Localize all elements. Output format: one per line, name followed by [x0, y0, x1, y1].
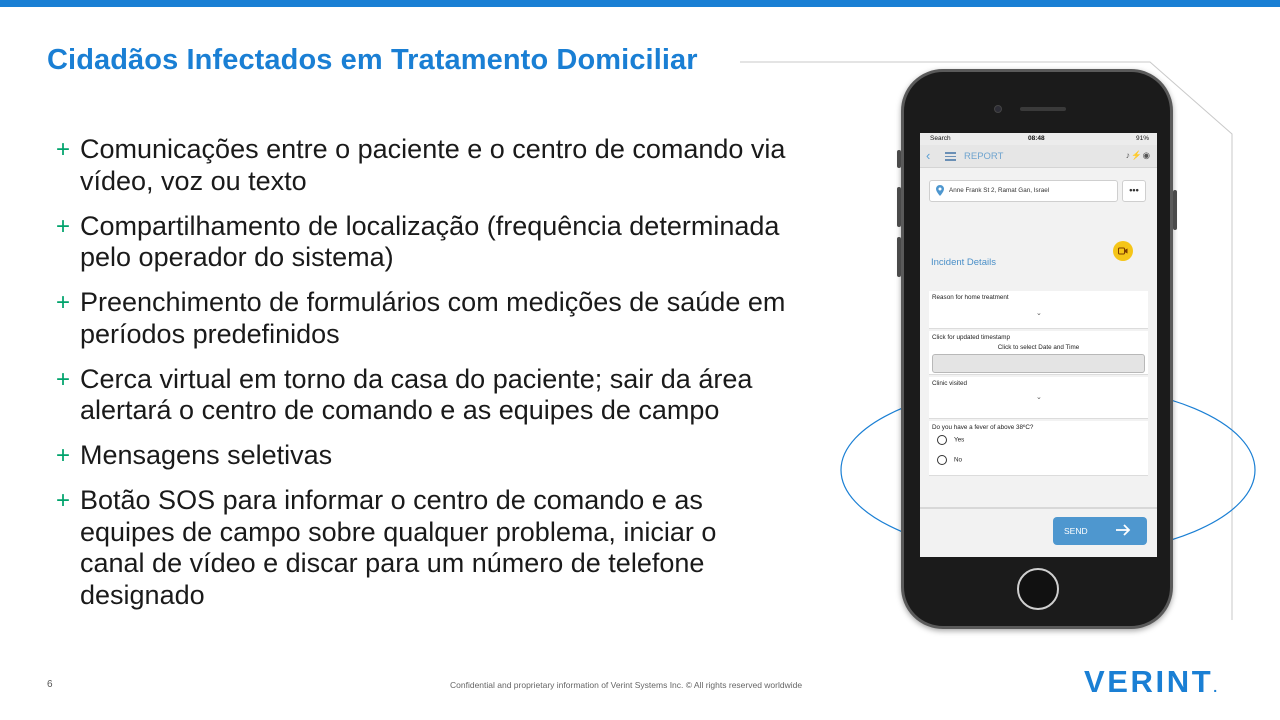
send-button[interactable]	[1053, 517, 1147, 545]
bullet-text: Preenchimento de formulários com medições de saúde em períodos predefinidos	[80, 287, 786, 349]
plus-icon: +	[56, 289, 71, 316]
slide-title: Cidadãos Infectados em Tratamento Domiciliar	[47, 44, 698, 76]
bullet-item	[56, 287, 786, 350]
timestamp-hint: Click to select Date and Time	[997, 344, 1080, 351]
radio-yes[interactable]	[937, 435, 964, 445]
arrow-right-icon	[1115, 524, 1131, 536]
radio-button[interactable]	[937, 435, 947, 445]
header-status-icons	[1126, 150, 1151, 161]
clinic-dropdown[interactable]	[929, 377, 1148, 419]
phone-screen	[920, 133, 1157, 557]
radio-no[interactable]	[937, 455, 962, 465]
clinic-label: Clinic visited	[932, 380, 967, 387]
bullet-item	[56, 134, 786, 197]
more-options-button[interactable]: •••	[1122, 180, 1146, 202]
activity-icon[interactable]: ⚡	[1130, 150, 1143, 160]
status-battery: 91%	[1135, 135, 1149, 142]
reason-dropdown[interactable]	[929, 291, 1148, 329]
bullet-item	[56, 485, 786, 611]
timestamp-field[interactable]	[929, 331, 1148, 375]
status-bar	[920, 133, 1157, 145]
logo-dot: .	[1213, 679, 1218, 695]
plus-icon: +	[56, 487, 71, 514]
power-button	[1173, 190, 1177, 230]
bullet-text: Mensagens seletivas	[80, 440, 333, 470]
hamburger-icon[interactable]	[945, 152, 956, 161]
speaker-grille	[1020, 107, 1066, 111]
globe-icon[interactable]: ◉	[1142, 150, 1151, 160]
video-call-icon[interactable]	[1113, 241, 1133, 261]
radio-button[interactable]	[937, 455, 947, 465]
header-title: REPORT	[964, 151, 1004, 162]
camera-icon	[994, 105, 1002, 113]
chevron-down-icon: ⌄	[1036, 394, 1042, 401]
status-carrier: Search	[930, 135, 951, 142]
timestamp-label: Click for updated timestamp	[932, 334, 1011, 341]
top-accent-bar	[0, 0, 1280, 7]
home-button[interactable]	[1017, 568, 1059, 610]
status-time: 08:48	[1028, 135, 1045, 142]
plus-icon: +	[56, 212, 71, 240]
bullet-item	[56, 211, 786, 274]
bullet-list	[56, 134, 786, 625]
divider	[920, 507, 1157, 509]
bullet-text: Cerca virtual em torno da casa do paciente; sair da área alertará o centro de comando e as equipes de campo	[80, 363, 753, 425]
bullet-text: Compartilhamento de localização (frequência determinada pelo operador do sistema)	[80, 210, 780, 272]
location-pin-icon	[936, 185, 944, 196]
page-number: 6	[47, 679, 53, 690]
bell-icon[interactable]: ♪	[1125, 150, 1131, 160]
fever-question-card	[929, 421, 1148, 476]
mute-switch	[897, 150, 901, 168]
reason-label: Reason for home treatment	[932, 294, 1009, 301]
app-header	[920, 145, 1157, 168]
chevron-down-icon: ⌄	[1036, 310, 1042, 317]
plus-icon: +	[56, 136, 71, 163]
section-title: Incident Details	[931, 257, 996, 268]
bullet-text: Comunicações entre o paciente e o centro de comando via vídeo, voz ou texto	[80, 134, 786, 196]
plus-icon: +	[56, 442, 71, 469]
option-no-label: No	[954, 456, 963, 464]
plus-icon: +	[56, 365, 71, 393]
logo-text: VERINT	[1084, 664, 1214, 699]
bullet-item	[56, 364, 786, 427]
volume-up-button	[897, 187, 901, 227]
bullet-text: Botão SOS para informar o centro de comando e as equipes de campo sobre qualquer problema, iniciar o canal de vídeo e discar para um número de telefone designado	[80, 485, 717, 610]
verint-logo	[1084, 664, 1217, 700]
confidential-notice: Confidential and proprietary information of Verint Systems Inc. © All rights reserved worldwide	[450, 680, 803, 690]
volume-down-button	[897, 237, 901, 277]
phone-mockup	[901, 69, 1173, 629]
address-field[interactable]	[929, 180, 1118, 202]
address-text: Anne Frank St 2, Ramat Gan, Israel	[949, 187, 1050, 194]
option-yes-label: Yes	[954, 436, 965, 444]
send-label: SEND	[1064, 526, 1088, 536]
fever-question: Do you have a fever of above 38ºC?	[932, 424, 1034, 431]
bullet-item	[56, 440, 786, 472]
chevron-left-icon[interactable]: ‹	[926, 148, 931, 163]
date-time-input[interactable]	[932, 354, 1145, 373]
